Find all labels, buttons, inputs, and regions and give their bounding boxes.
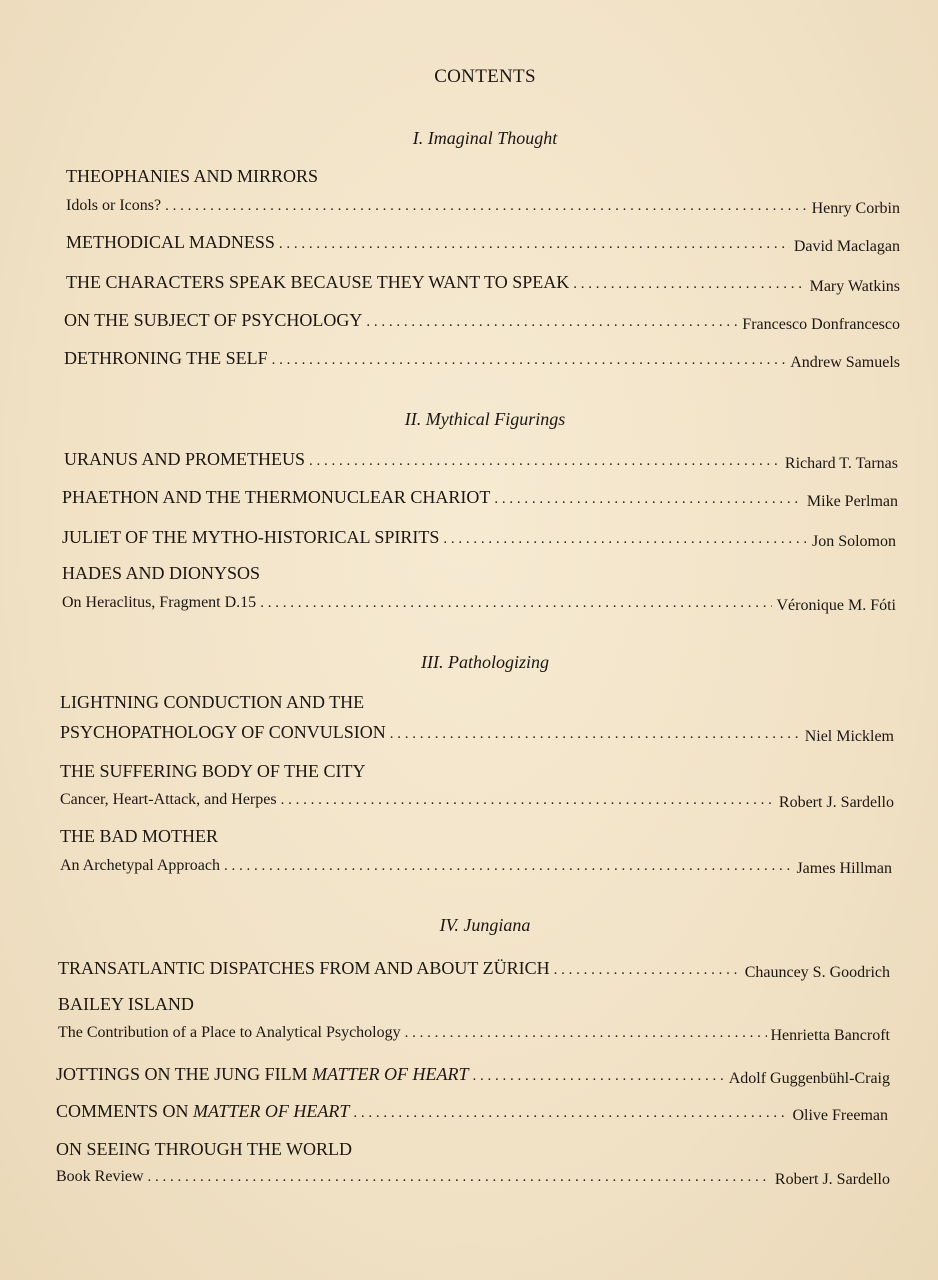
film-title: MATTER OF HEART (312, 1064, 469, 1084)
entry-subtitle: An Archetypal Approach (60, 857, 220, 874)
section-heading-imaginal-thought: I. Imaginal Thought (412, 128, 558, 148)
toc-entry-transatlantic[interactable] (58, 958, 890, 979)
entry-author: Mike Perlman (806, 493, 898, 510)
toc-entry-phaethon[interactable] (62, 487, 898, 508)
entry-title (56, 1064, 469, 1085)
entry-author: Andrew Samuels (790, 354, 900, 371)
entry-title: LIGHTNING CONDUCTION AND THE (60, 692, 365, 712)
entry-subtitle: Book Review (56, 1168, 144, 1185)
toc-entry-jottings[interactable] (56, 1064, 890, 1085)
toc-entry-hades[interactable] (62, 594, 896, 612)
section-heading-jungiana: IV. Jungiana (439, 915, 531, 935)
entry-subtitle: Idols or Icons? (66, 197, 162, 214)
entry-author: Olive Freeman (792, 1107, 888, 1124)
entry-title: THE SUFFERING BODY OF THE CITY (60, 761, 366, 781)
toc-entry-suffering-body[interactable] (60, 791, 894, 809)
toc-entry-uranus[interactable] (64, 449, 898, 470)
toc-entry-dethroning-the-self[interactable] (64, 348, 900, 369)
entry-title: DETHRONING THE SELF (64, 348, 268, 368)
dot-leader (309, 453, 781, 470)
section-heading-mythical-figurings: II. Mythical Figurings (404, 409, 566, 429)
entry-author: Adolf Guggenbühl-Craig (728, 1070, 890, 1087)
page-title: CONTENTS (434, 66, 536, 87)
dot-leader (224, 858, 793, 875)
dot-leader (405, 1025, 767, 1042)
dot-leader (281, 792, 775, 809)
entry-title: HADES AND DIONYSOS (62, 563, 261, 583)
entry-title (56, 1101, 349, 1122)
dot-leader (494, 491, 803, 508)
toc-entry-bad-mother[interactable] (60, 857, 892, 875)
dot-leader (279, 236, 790, 253)
toc-entry-juliet[interactable] (62, 527, 896, 548)
entry-title-prefix: JOTTINGS ON THE JUNG FILM (56, 1064, 313, 1084)
entry-title: THE CHARACTERS SPEAK BECAUSE THEY WANT TO SPEAK (66, 272, 570, 292)
entry-author: Richard T. Tarnas (784, 455, 898, 472)
entry-subtitle: The Contribution of a Place to Analytical Psychology (58, 1024, 401, 1041)
entry-author: Niel Micklem (804, 728, 894, 745)
dot-leader (443, 531, 808, 548)
entry-title: THE BAD MOTHER (60, 826, 218, 846)
entry-author: Véronique M. Fóti (776, 597, 896, 614)
entry-title-prefix: COMMENTS ON (56, 1101, 194, 1121)
entry-title: BAILEY ISLAND (58, 994, 194, 1014)
entry-subtitle: On Heraclitus, Fragment D.15 (62, 594, 257, 611)
dot-leader (353, 1105, 788, 1122)
entry-title: THEOPHANIES AND MIRRORS (66, 166, 319, 186)
entry-title: ON THE SUBJECT OF PSYCHOLOGY (64, 310, 363, 330)
dot-leader (573, 276, 805, 293)
toc-entry-subject-of-psychology[interactable] (64, 310, 900, 331)
entry-title: JULIET OF THE MYTHO-HISTORICAL SPIRITS (62, 527, 440, 547)
toc-entry-comments[interactable] (56, 1101, 888, 1122)
entry-title-line2: PSYCHOPATHOLOGY OF CONVULSION (60, 722, 386, 742)
entry-title: URANUS AND PROMETHEUS (64, 449, 306, 469)
toc-entry-seeing-through[interactable] (56, 1168, 890, 1186)
dot-leader (260, 595, 772, 612)
section-heading-pathologizing: III. Pathologizing (421, 652, 549, 672)
dot-leader (366, 314, 738, 331)
entry-author: Robert J. Sardello (774, 1171, 890, 1188)
entry-subtitle: Cancer, Heart-Attack, and Herpes (60, 791, 277, 808)
dot-leader (165, 198, 807, 215)
entry-author: Francesco Donfrancesco (742, 316, 900, 333)
entry-title: ON SEEING THROUGH THE WORLD (56, 1139, 352, 1159)
entry-author: Mary Watkins (809, 278, 900, 295)
entry-author: Robert J. Sardello (778, 794, 894, 811)
toc-entry-theophanies[interactable] (66, 197, 900, 215)
entry-author: Chauncey S. Goodrich (744, 964, 890, 981)
dot-leader (473, 1068, 725, 1085)
entry-title: PHAETHON AND THE THERMONUCLEAR CHARIOT (62, 487, 491, 507)
dot-leader (148, 1169, 771, 1186)
toc-entry-characters-speak[interactable] (66, 272, 900, 293)
entry-author: Jon Solomon (811, 533, 896, 550)
entry-author: James Hillman (796, 860, 892, 877)
entry-title: TRANSATLANTIC DISPATCHES FROM AND ABOUT ZÜRICH (58, 958, 550, 978)
dot-leader (272, 352, 787, 369)
toc-entry-bailey-island[interactable] (58, 1024, 890, 1042)
entry-title: METHODICAL MADNESS (66, 232, 275, 252)
dot-leader (554, 962, 741, 979)
toc-entry-lightning[interactable] (60, 722, 894, 743)
dot-leader (390, 726, 801, 743)
entry-author: David Maclagan (793, 238, 900, 255)
entry-author: Henry Corbin (811, 200, 900, 217)
entry-author: Henrietta Bancroft (770, 1027, 890, 1044)
film-title: MATTER OF HEART (193, 1101, 350, 1121)
toc-entry-methodical-madness[interactable] (66, 232, 900, 253)
